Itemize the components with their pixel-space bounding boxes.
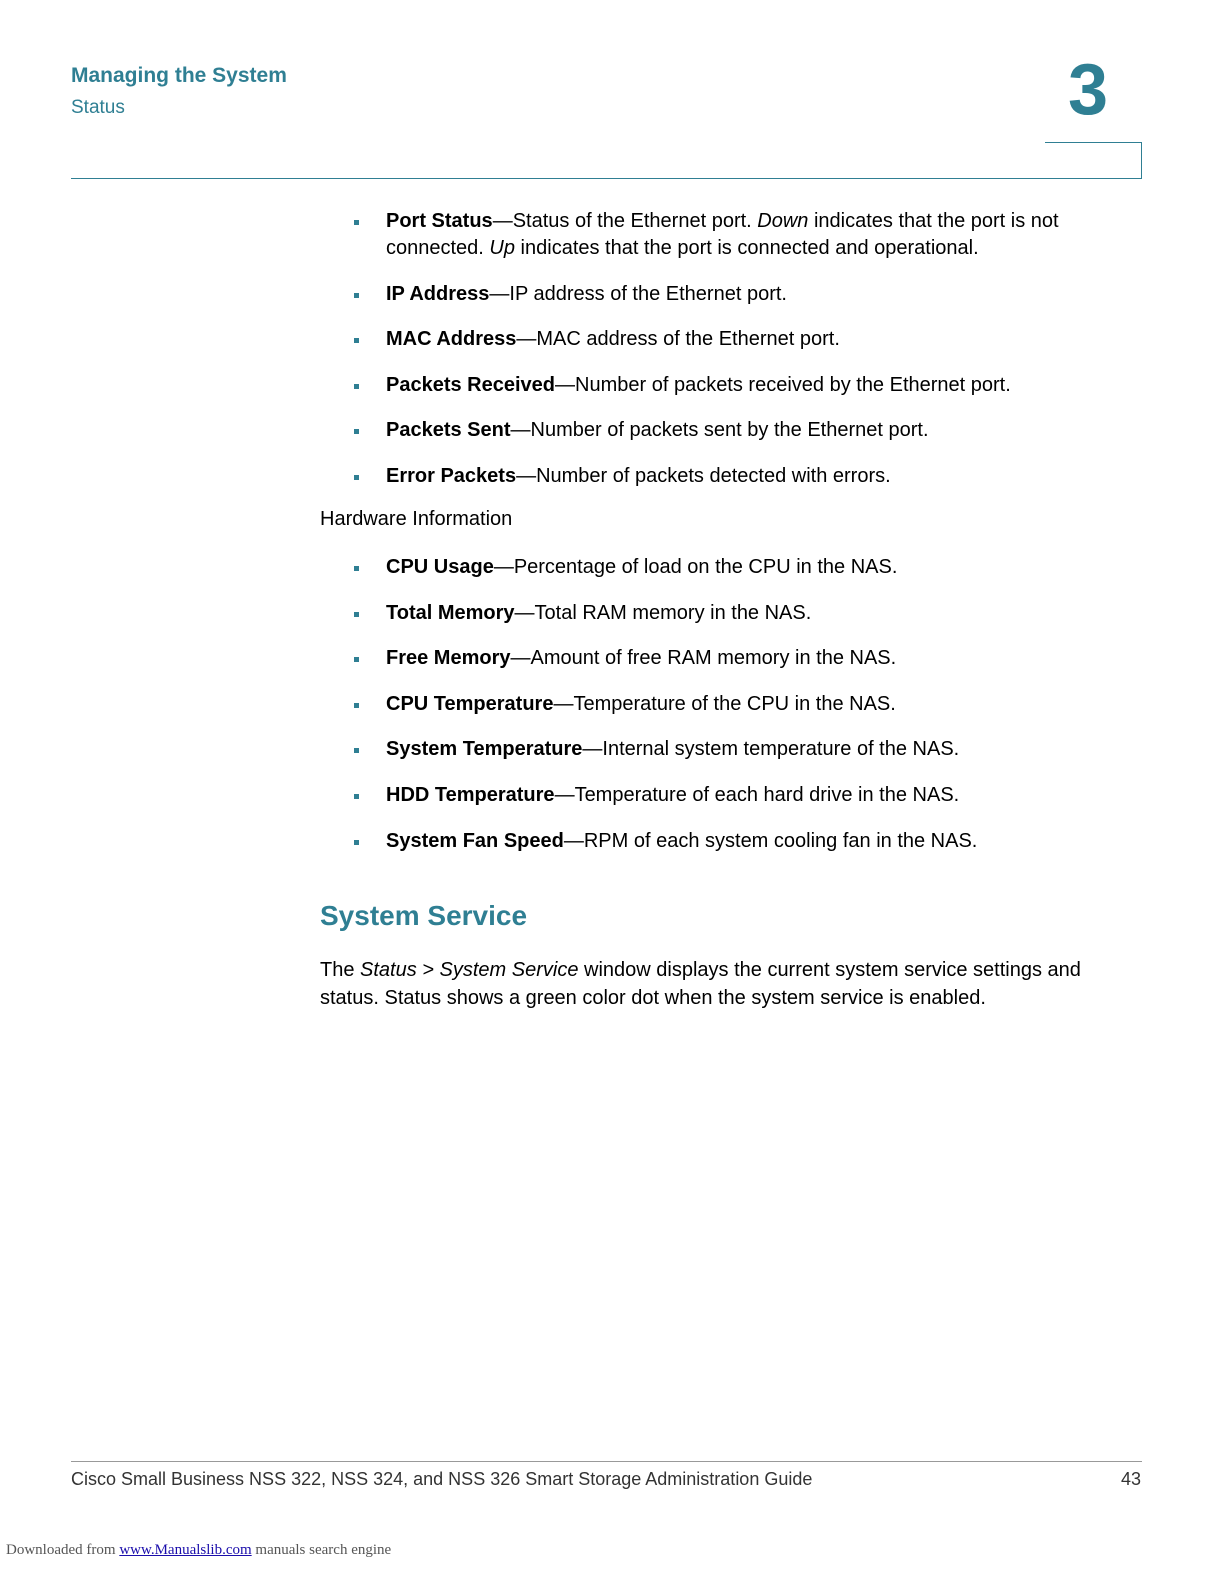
term: CPU Usage bbox=[386, 556, 494, 578]
bullet-icon bbox=[354, 840, 359, 845]
list-item bbox=[352, 326, 1122, 353]
emphasis: Down bbox=[757, 210, 809, 232]
bullet-icon bbox=[354, 429, 359, 434]
list-item bbox=[352, 645, 1122, 672]
header-rule bbox=[71, 178, 1142, 179]
bullet-icon bbox=[354, 794, 359, 799]
list-item bbox=[352, 463, 1122, 490]
desc: —Temperature of each hard drive in the NAS. bbox=[554, 783, 960, 806]
para-text: window displays the current system service settings and status. Status shows a green color dot when the system service is enabled. bbox=[320, 959, 1081, 1009]
desc: —Status of the Ethernet port. bbox=[492, 210, 758, 232]
bullet-icon bbox=[354, 612, 359, 617]
list-item bbox=[352, 417, 1122, 444]
desc: —Amount of free RAM memory in the NAS. bbox=[510, 647, 897, 670]
term: Error Packets bbox=[386, 464, 517, 487]
term: Free Memory bbox=[386, 647, 511, 670]
list-item bbox=[352, 691, 1122, 718]
desc: —Temperature of the CPU in the NAS. bbox=[553, 692, 896, 715]
section-heading: System Service bbox=[320, 900, 528, 931]
bullet-icon bbox=[354, 475, 359, 480]
list-item bbox=[352, 208, 1122, 262]
term: MAC Address bbox=[386, 328, 517, 351]
term: CPU Temperature bbox=[386, 692, 554, 715]
desc: —Number of packets detected with errors. bbox=[516, 464, 891, 487]
list-item bbox=[352, 782, 1122, 809]
manualslib-link[interactable]: www.Manualslib.com bbox=[119, 1542, 252, 1558]
term: System Fan Speed bbox=[386, 829, 564, 852]
list-item bbox=[352, 828, 1122, 855]
section-paragraph bbox=[320, 957, 1120, 1012]
desc: —Number of packets received by the Ethernet port. bbox=[555, 373, 1011, 396]
para-text: The bbox=[320, 959, 361, 981]
bullet-icon bbox=[354, 293, 359, 298]
desc: —Total RAM memory in the NAS. bbox=[514, 601, 812, 624]
footer-guide-title: Cisco Small Business NSS 322, NSS 324, and NSS 326 Smart Storage Administration Guide bbox=[71, 1469, 813, 1489]
ethernet-fields-list bbox=[352, 208, 1122, 509]
chapter-box-rule bbox=[1045, 142, 1142, 179]
desc: —RPM of each system cooling fan in the NAS. bbox=[563, 829, 978, 852]
desc: —IP address of the Ethernet port. bbox=[489, 282, 787, 305]
list-item bbox=[352, 736, 1122, 763]
list-item bbox=[352, 281, 1122, 308]
hardware-fields-list bbox=[352, 554, 1122, 873]
term: Packets Received bbox=[386, 373, 556, 396]
desc: —Percentage of load on the CPU in the NAS. bbox=[493, 556, 898, 578]
section-subtitle: Status bbox=[71, 97, 125, 118]
emphasis: Up bbox=[489, 237, 515, 259]
bullet-icon bbox=[354, 384, 359, 389]
term: System Temperature bbox=[386, 738, 583, 761]
desc: indicates that the port is connected and operational. bbox=[515, 237, 979, 259]
emphasis: Status > System Service bbox=[360, 959, 579, 981]
desc: indicates that the port is not connected. bbox=[386, 210, 1059, 259]
download-prefix: Downloaded from bbox=[6, 1542, 120, 1558]
list-item bbox=[352, 372, 1122, 399]
chapter-number: 3 bbox=[1068, 50, 1109, 130]
hardware-info-label: Hardware Information bbox=[320, 508, 513, 530]
download-suffix: manuals search engine bbox=[251, 1542, 392, 1558]
term: Port Status bbox=[386, 210, 493, 232]
bullet-icon bbox=[354, 703, 359, 708]
bullet-icon bbox=[354, 338, 359, 343]
desc: —MAC address of the Ethernet port. bbox=[516, 328, 840, 351]
bullet-icon bbox=[354, 220, 359, 225]
bullet-icon bbox=[354, 657, 359, 662]
list-item bbox=[352, 554, 1122, 581]
term: Packets Sent bbox=[386, 419, 511, 442]
download-note bbox=[6, 1542, 391, 1559]
bullet-icon bbox=[354, 748, 359, 753]
term: Total Memory bbox=[386, 601, 515, 624]
bullet-icon bbox=[354, 566, 359, 571]
footer-rule bbox=[71, 1461, 1142, 1462]
term: HDD Temperature bbox=[386, 783, 555, 806]
desc: —Number of packets sent by the Ethernet port. bbox=[510, 419, 929, 442]
chapter-title: Managing the System bbox=[71, 64, 287, 87]
desc: —Internal system temperature of the NAS. bbox=[582, 738, 960, 761]
page-number: 43 bbox=[1120, 1469, 1141, 1489]
term: IP Address bbox=[386, 282, 490, 305]
list-item bbox=[352, 600, 1122, 627]
